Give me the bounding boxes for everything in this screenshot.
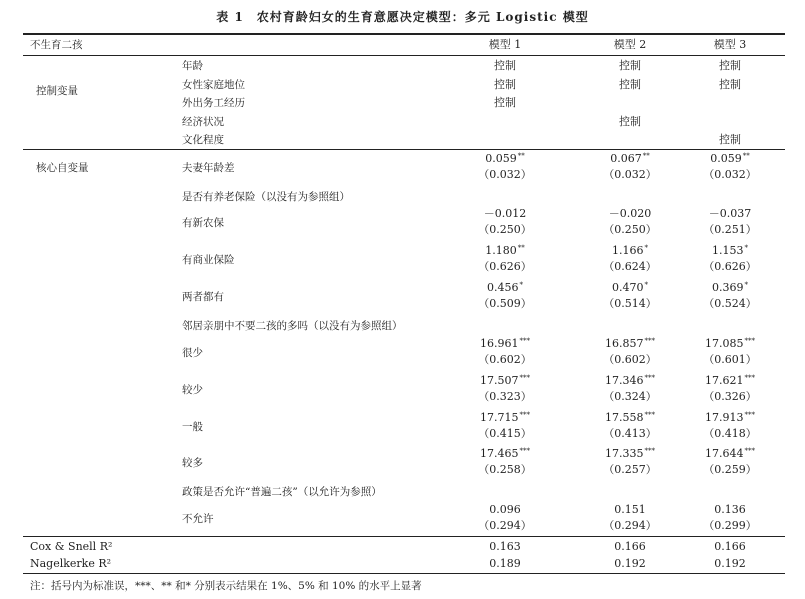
- control-cell: 控制: [494, 78, 516, 91]
- significance-stars: *: [644, 244, 648, 252]
- sub-header: 是否有养老保险（以没有为参照组）: [182, 191, 350, 203]
- std-error: （0.032）: [603, 168, 657, 181]
- control-cell: 控制: [719, 78, 741, 91]
- header-model-1: 模型 1: [488, 38, 522, 51]
- significance-stars: ***: [744, 447, 755, 455]
- control-cell: 控制: [719, 133, 741, 146]
- std-error: （0.257）: [603, 463, 657, 476]
- core-group-label: 核心自变量: [36, 162, 89, 174]
- coef-value: 16.857***: [605, 337, 655, 350]
- coef-value: 17.558***: [605, 411, 655, 424]
- coef-value: 17.621***: [705, 374, 755, 387]
- header-rule: [23, 55, 785, 56]
- std-error: （0.524）: [703, 297, 757, 310]
- control-row-label: 外出务工经历: [182, 97, 245, 109]
- coef-value: 17.346***: [605, 374, 655, 387]
- significance-stars: *: [744, 281, 748, 289]
- significance-stars: ***: [644, 411, 655, 419]
- fit-value: 0.192: [714, 557, 746, 570]
- std-error: （0.294）: [478, 519, 532, 532]
- std-error: （0.514）: [603, 297, 657, 310]
- significance-stars: ***: [644, 337, 655, 345]
- coef-value: 1.180**: [485, 244, 525, 257]
- sub-header: 政策是否允许“普遍二孩”（以允许为参照）: [182, 486, 382, 498]
- core-row-label: 有新农保: [182, 217, 224, 229]
- control-cell: 控制: [494, 59, 516, 72]
- significance-stars: ***: [519, 411, 530, 419]
- fit-value: 0.166: [714, 540, 746, 553]
- significance-stars: *: [744, 244, 748, 252]
- significance-stars: ***: [744, 337, 755, 345]
- coef-value: 0.059**: [485, 152, 525, 165]
- std-error: （0.602）: [603, 353, 657, 366]
- std-error: （0.259）: [703, 463, 757, 476]
- header-model-3: 模型 3: [713, 38, 747, 51]
- core-row-label: 较少: [182, 384, 203, 396]
- core-row-label: 有商业保险: [182, 254, 235, 266]
- coef-value: 17.465***: [480, 447, 530, 460]
- fit-value: 0.166: [614, 540, 646, 553]
- table-title: 表 1 农村育龄妇女的生育意愿决定模型：多元 Logistic 模型: [216, 10, 589, 24]
- std-error: （0.326）: [703, 390, 757, 403]
- std-error: （0.626）: [478, 260, 532, 273]
- significance-stars: **: [742, 152, 750, 160]
- coef-value: 0.369*: [712, 281, 748, 294]
- significance-stars: **: [517, 152, 525, 160]
- std-error: （0.032）: [703, 168, 757, 181]
- coef-value: 17.913***: [705, 411, 755, 424]
- coef-value: 0.136: [714, 503, 746, 516]
- core-row-label: 较多: [182, 457, 203, 469]
- significance-stars: ***: [744, 411, 755, 419]
- fit-row-label: Nagelkerke R²: [30, 557, 112, 570]
- control-cell: 控制: [619, 59, 641, 72]
- fit-value: 0.189: [489, 557, 521, 570]
- controls-group-label: 控制变量: [36, 85, 78, 97]
- coef-value: 1.153*: [712, 244, 748, 257]
- std-error: （0.324）: [603, 390, 657, 403]
- coef-value: 17.644***: [705, 447, 755, 460]
- coef-value: 0.067**: [610, 152, 650, 165]
- control-cell: 控制: [719, 59, 741, 72]
- header-first-col: 不生育二孩: [30, 39, 83, 51]
- core-row-label: 很少: [182, 347, 203, 359]
- std-error: （0.509）: [478, 297, 532, 310]
- std-error: （0.299）: [703, 519, 757, 532]
- std-error: （0.624）: [603, 260, 657, 273]
- core-row-label: 两者都有: [182, 291, 224, 303]
- std-error: （0.251）: [703, 223, 757, 236]
- coef-value: －0.012: [483, 207, 527, 220]
- coef-value: 0.456*: [487, 281, 523, 294]
- std-error: （0.323）: [478, 390, 532, 403]
- significance-stars: ***: [519, 447, 530, 455]
- std-error: （0.413）: [603, 427, 657, 440]
- fit-value: 0.192: [614, 557, 646, 570]
- std-error: （0.294）: [603, 519, 657, 532]
- control-row-label: 文化程度: [182, 134, 224, 146]
- sub-header: 邻居亲朋中不要二孩的多吗（以没有为参照组）: [182, 320, 403, 332]
- coef-value: －0.020: [608, 207, 652, 220]
- coef-value: －0.037: [708, 207, 752, 220]
- control-row-label: 女性家庭地位: [182, 79, 245, 91]
- std-error: （0.626）: [703, 260, 757, 273]
- significance-stars: *: [644, 281, 648, 289]
- coef-value: 0.151: [614, 503, 646, 516]
- coef-value: 17.335***: [605, 447, 655, 460]
- coef-value: 1.166*: [612, 244, 648, 257]
- control-cell: 控制: [619, 78, 641, 91]
- control-cell: 控制: [619, 115, 641, 128]
- std-error: （0.250）: [603, 223, 657, 236]
- significance-stars: **: [642, 152, 650, 160]
- fit-row-label: Cox & Snell R²: [30, 540, 113, 553]
- std-error: （0.601）: [703, 353, 757, 366]
- core-row-label: 夫妻年龄差: [182, 162, 235, 174]
- std-error: （0.250）: [478, 223, 532, 236]
- std-error: （0.415）: [478, 427, 532, 440]
- fit-value: 0.163: [489, 540, 521, 553]
- coef-value: 16.961***: [480, 337, 530, 350]
- std-error: （0.602）: [478, 353, 532, 366]
- coef-value: 17.715***: [480, 411, 530, 424]
- control-row-label: 经济状况: [182, 116, 224, 128]
- std-error: （0.032）: [478, 168, 532, 181]
- significance-stars: ***: [644, 374, 655, 382]
- fit-rule: [23, 536, 785, 537]
- controls-rule: [23, 149, 785, 150]
- std-error: （0.258）: [478, 463, 532, 476]
- bottom-rule: [23, 573, 785, 574]
- coef-value: 0.470*: [612, 281, 648, 294]
- control-cell: 控制: [494, 96, 516, 109]
- table-note: 注：括号内为标准误，***、** 和* 分别表示结果在 1%、5% 和 10% 的水平上显著: [30, 580, 422, 592]
- significance-stars: ***: [644, 447, 655, 455]
- coef-value: 17.085***: [705, 337, 755, 350]
- core-row-label: 一般: [182, 421, 203, 433]
- coef-value: 17.507***: [480, 374, 530, 387]
- coef-value: 0.096: [489, 503, 521, 516]
- std-error: （0.418）: [703, 427, 757, 440]
- core-row-label: 不允许: [182, 513, 214, 525]
- significance-stars: ***: [519, 337, 530, 345]
- top-rule: [23, 33, 785, 35]
- significance-stars: *: [519, 281, 523, 289]
- coef-value: 0.059**: [710, 152, 750, 165]
- header-model-2: 模型 2: [613, 38, 647, 51]
- significance-stars: **: [517, 244, 525, 252]
- significance-stars: ***: [744, 374, 755, 382]
- significance-stars: ***: [519, 374, 530, 382]
- control-row-label: 年龄: [182, 60, 203, 72]
